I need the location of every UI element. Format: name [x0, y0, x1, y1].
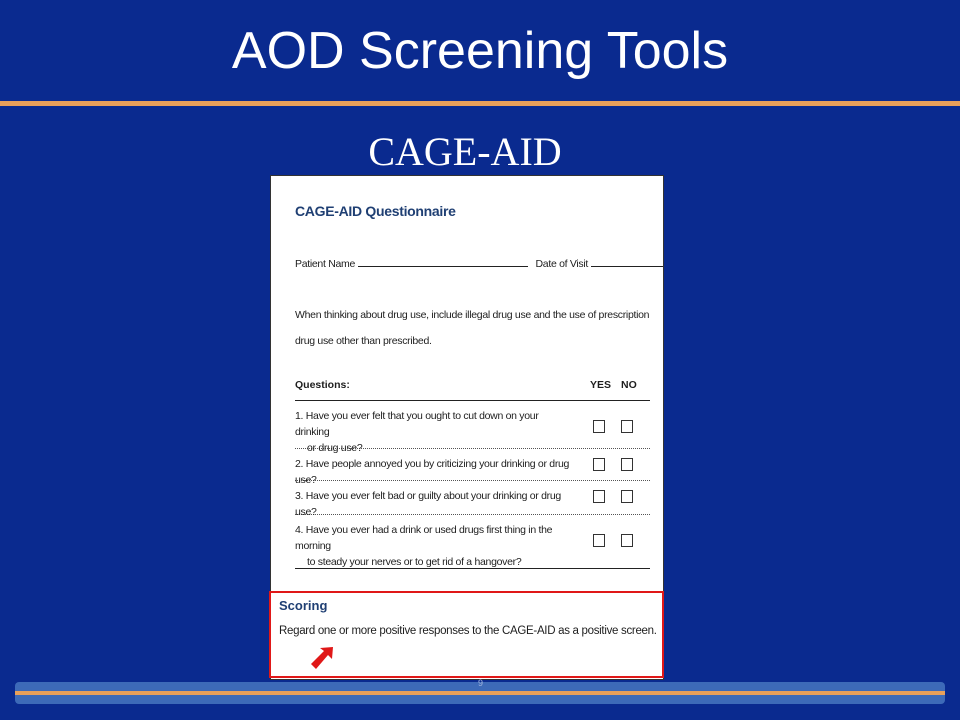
question-row: [295, 404, 650, 454]
scoring-title: Scoring: [279, 598, 328, 613]
yes-checkbox: [593, 458, 605, 471]
patient-name-label: Patient Name: [295, 258, 356, 270]
red-arrow-icon: [309, 645, 335, 671]
yes-checkbox: [593, 490, 605, 503]
question-row: [295, 514, 650, 569]
slide-title: AOD Screening Tools: [231, 22, 729, 80]
date-of-visit-label: Date of Visit: [535, 258, 589, 270]
question-text: 2. Have people annoyed you by criticizing your drinking or drug use?: [295, 458, 570, 486]
question-row: [295, 480, 650, 518]
patient-name-blank: [358, 257, 528, 267]
slide-subtitle: CAGE-AID: [368, 129, 562, 174]
no-column-label: NO: [621, 379, 637, 391]
no-checkbox: [621, 490, 633, 503]
question-text: 1. Have you ever felt that you ought to cut down on your drinking: [295, 410, 539, 438]
date-of-visit-blank: [591, 257, 663, 267]
question-text-continued: or drug use?: [307, 442, 363, 454]
no-checkbox: [621, 458, 633, 471]
yes-checkbox: [593, 534, 605, 547]
question-text: 4. Have you ever had a drink or used drugs first thing in the morning: [295, 524, 553, 552]
question-text: 3. Have you ever felt bad or guilty about your drinking or drug use?: [295, 490, 561, 518]
scoring-text: Regard one or more positive responses to the CAGE-AID as a positive screen.: [279, 625, 657, 637]
yes-column-label: YES: [590, 379, 612, 391]
form-title: CAGE-AID Questionnaire: [295, 203, 456, 219]
patient-info-line: [295, 257, 663, 270]
instructions-text: When thinking about drug use, include illegal drug use and the use of prescription drug use other than prescribed.: [295, 309, 650, 347]
footer-stripe: [15, 691, 945, 695]
questions-header: [295, 376, 650, 401]
question-text-continued: to steady your nerves or to get rid of a hangover?: [307, 556, 522, 568]
cage-aid-form-image: [270, 175, 664, 680]
yes-checkbox: [593, 420, 605, 433]
questions-label: Questions:: [295, 379, 350, 391]
no-checkbox: [621, 420, 633, 433]
page-number: 9: [478, 678, 484, 688]
question-row: [295, 448, 650, 486]
title-divider: [0, 101, 960, 106]
scoring-highlight-box: [269, 591, 664, 678]
no-checkbox: [621, 534, 633, 547]
